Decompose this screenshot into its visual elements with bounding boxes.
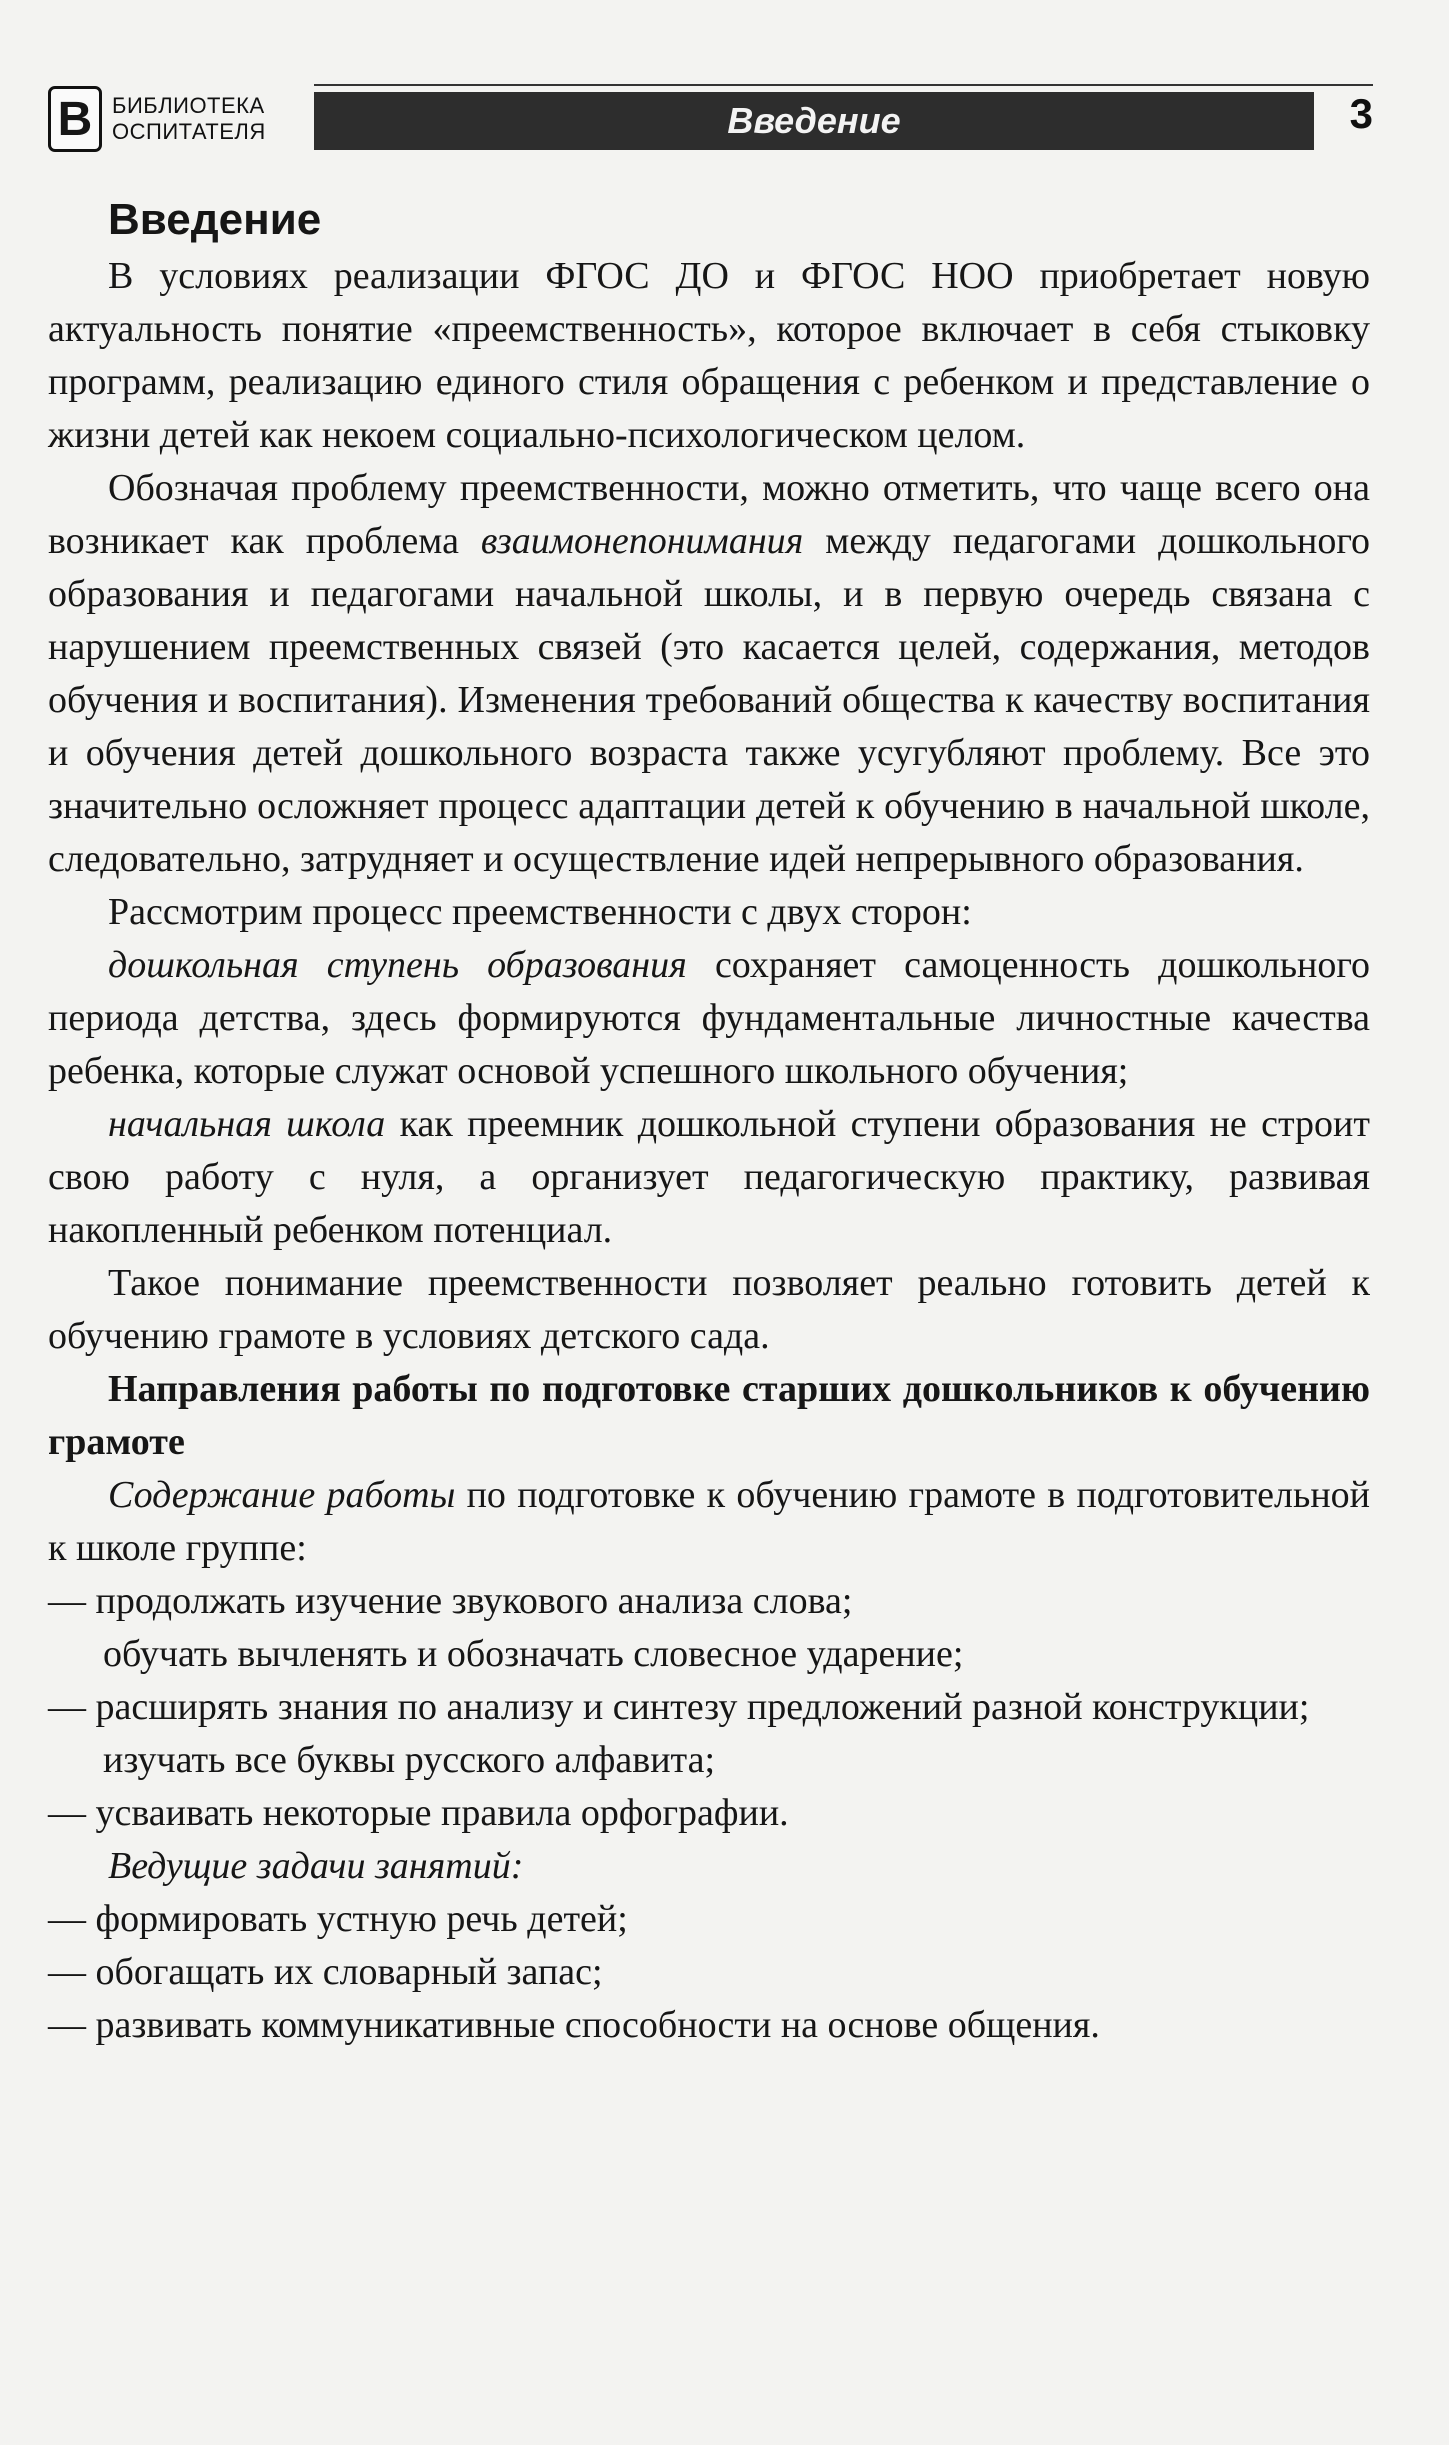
p7-text: по подготовке к обучению грамоте в подготовительной к школе группе:	[48, 1474, 1370, 1569]
content-list-item: — расширять знания по анализу и синтезу предложений разной конструкции;	[48, 1686, 1310, 1728]
p4-emphasis: дошкольная ступень образования	[108, 944, 687, 986]
tasks-label	[48, 1840, 1370, 1893]
paragraph-2	[48, 462, 1370, 886]
tasks-list-item: — формировать устную речь детей;	[48, 1898, 628, 1940]
p4-text: сохраняет самоценность дошкольного периода детства, здесь формируются фундаментальные личностные качества ребенка, которые служат основой успешного школьного обучения;	[48, 944, 1370, 1092]
paragraph-1: В условиях реализации ФГОС ДО и ФГОС НОО приобретает новую актуальность понятие «преемственность», которое включает в себя стыковку программ, реализацию единого стиля обращения с ребенком и представление о жизни детей как некоем социально-психологическом целом.	[48, 255, 1370, 456]
paragraph-6: Такое понимание преемственности позволяет реально готовить детей к обучению грамоте в условиях детского сада.	[48, 1262, 1370, 1357]
running-head-bar	[314, 92, 1314, 150]
series-logo	[48, 80, 314, 158]
p7-emphasis: Содержание работы	[108, 1474, 456, 1516]
p2-text-start: Обозначая проблему преемственности, можно отметить, что чаще всего она возникает как проблема	[48, 467, 1370, 562]
section-heading: Направления работы по подготовке старших дошкольников к обучению грамоте	[48, 1368, 1370, 1463]
content-list-item: изучать все буквы русского алфавита;	[103, 1739, 716, 1781]
paragraph-3: Рассмотрим процесс преемственности с двух сторон:	[108, 891, 972, 933]
tasks-label-text: Ведущие задачи занятий:	[108, 1845, 524, 1887]
p2-emphasis: взаимонепонимания	[480, 520, 804, 562]
logo-line-2: ОСПИТАТЕЛЯ	[112, 119, 266, 144]
content-list-item: — продолжать изучение звукового анализа слова;	[48, 1580, 853, 1622]
chapter-title: Введение	[108, 195, 322, 244]
logo-text	[112, 93, 266, 145]
page-body	[48, 190, 1370, 2052]
paragraph-7	[48, 1469, 1370, 1575]
page-number: 3	[1349, 90, 1373, 137]
logo-letter: В	[48, 86, 102, 152]
p5-emphasis: начальная школа	[108, 1103, 386, 1145]
content-list-item: — усваивать некоторые правила орфографии.	[48, 1792, 789, 1834]
content-list-item: обучать вычленять и обозначать словесное ударение;	[103, 1633, 964, 1675]
logo-line-1: БИБЛИОТЕКА	[112, 93, 265, 118]
page-header	[48, 80, 1373, 158]
running-head-title: Введение	[727, 100, 901, 141]
paragraph-4	[48, 939, 1370, 1098]
header-rule	[314, 84, 1373, 86]
tasks-list-item: — развивать коммуникативные способности на основе общения.	[48, 2004, 1100, 2046]
paragraph-5	[48, 1098, 1370, 1257]
p2-text-end: между педагогами дошкольного образования и педагогами начальной школы, и в первую очередь связана с нарушением преемственных связей (это касается целей, содержания, методов обучения и воспитания). Изменения требований общества к качеству воспитания и обучения детей дошкольного возраста также усугубляют проблему. Все это значительно осложняет процесс адаптации детей к обучению в начальной школе, следовательно, затрудняет и осуществление идей непрерывного образования.	[48, 520, 1370, 880]
tasks-list-item: — обогащать их словарный запас;	[48, 1951, 603, 1993]
p5-text: как преемник дошкольной ступени образования не строит свою работу с нуля, а организует педагогическую практику, развивая накопленный ребенком потенциал.	[48, 1103, 1370, 1251]
